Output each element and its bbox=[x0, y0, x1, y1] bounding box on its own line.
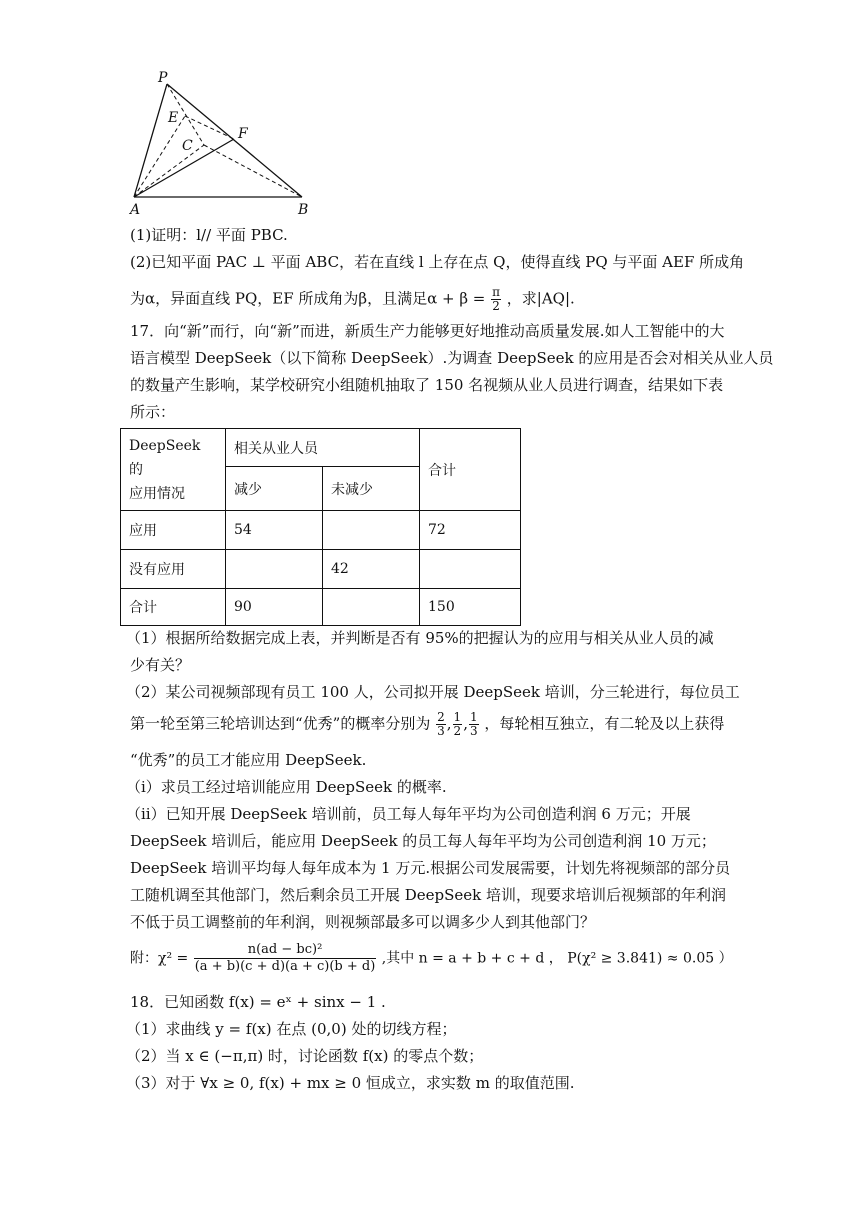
cell-total bbox=[420, 550, 521, 589]
q17-sub-ii-2: DeepSeek 培训后，能应用 DeepSeek 的员工每人每年平均为公司创造利润 10 万元； bbox=[130, 832, 716, 850]
label-B: B bbox=[298, 202, 309, 218]
q16-frac-den: 2 bbox=[492, 299, 500, 313]
prob-frac-2 bbox=[453, 711, 463, 738]
label-E: E bbox=[168, 110, 179, 126]
cell-no-decrease: 42 bbox=[323, 550, 420, 589]
edge-AE bbox=[134, 116, 185, 197]
q17-p2-line3: “优秀”的员工才能应用 DeepSeek. bbox=[130, 751, 367, 769]
q17-intro-3: 的数量产生影响，某学校研究小组随机抽取了 150 名视频从业人员进行调查，结果如下表 bbox=[130, 376, 724, 394]
q16-part2-end: ，求|AQ|. bbox=[506, 289, 575, 308]
geometry-figure bbox=[120, 68, 320, 218]
q17-intro-1: 17．向“新”而行，向“新”而进，新质生产力能够更好地推动高质量发展.如人工智能中的大 bbox=[130, 322, 725, 340]
chi-square-num: n(ad − bc)² bbox=[194, 942, 377, 959]
q17-p2-pre: 第一轮至第三轮培训达到“优秀”的概率分别为 bbox=[130, 714, 431, 733]
prob-frac-2-den: 2 bbox=[453, 724, 462, 738]
group-header: 相关从业人员 bbox=[226, 429, 420, 467]
q16-part2-line2 bbox=[130, 286, 575, 313]
table-row bbox=[121, 589, 521, 626]
q17-sub-i: （ⅰ）求员工经过培训能应用 DeepSeek 的概率. bbox=[126, 778, 447, 796]
corner-line-2: 应用情况 bbox=[129, 485, 185, 502]
label-A: A bbox=[130, 202, 141, 218]
edge-CB bbox=[204, 145, 302, 197]
prob-frac-3 bbox=[469, 711, 479, 738]
q17-p2-post: ，每轮相互独立，有二轮及以上获得 bbox=[484, 714, 725, 733]
row-label: 合计 bbox=[121, 589, 226, 626]
q17-sub-ii-1: （ⅱ）已知开展 DeepSeek 培训前，员工每人每年平均为公司创造利润 6 万元；开展 bbox=[126, 805, 691, 823]
col-header-no-decrease: 未减少 bbox=[323, 467, 420, 511]
q17-sub-ii-5: 不低于员工调整前的年利润，则视频部最多可以调多少人到其他部门？ bbox=[130, 913, 596, 931]
q16-part1: (1)证明：l// 平面 PBC. bbox=[130, 226, 288, 244]
table-corner bbox=[121, 429, 226, 511]
cell-decrease: 90 bbox=[226, 589, 323, 626]
table-row bbox=[121, 550, 521, 589]
row-label: 应用 bbox=[121, 511, 226, 550]
cell-decrease: 54 bbox=[226, 511, 323, 550]
q17-p2-line2: 第一轮至第三轮培训达到“优秀”的概率分别为 $\frac{2}{3}$ , $\frac{1}{2}$ , $\frac{1}{3}$ ，每轮相互独立，有二轮及以上获得 bbox=[130, 710, 725, 738]
q16-part2-text: 为α，异面直线 PQ，EF 所成角为β，且满足α + β = bbox=[130, 289, 486, 308]
cell-total: 150 bbox=[420, 589, 521, 626]
q17-sub-ii-4: 工随机调至其他部门，然后剩余员工开展 DeepSeek 培训，现要求培训后视频部的年利润 bbox=[130, 886, 727, 904]
q17-intro-4: 所示： bbox=[130, 403, 176, 421]
q17-p2-line1: （2）某公司视频部现有员工 100 人，公司拟开展 DeepSeek 培训，分三轮进行，每位员工 bbox=[126, 683, 740, 701]
q18-part3: （3）对于 ∀x ≥ 0, f(x) + mx ≥ 0 恒成立，求实数 m 的取值范围. bbox=[126, 1074, 575, 1092]
corner-line-1: DeepSeek 的 bbox=[129, 437, 201, 478]
chi-square-fraction bbox=[194, 942, 377, 975]
q18-part1: （1）求曲线 y = f(x) 在点 (0,0) 处的切线方程； bbox=[126, 1020, 457, 1038]
chi-square-den: (a + b)(c + d)(a + c)(b + d) bbox=[194, 959, 376, 974]
col-header-decrease: 减少 bbox=[226, 467, 323, 511]
q16-frac-num: π bbox=[492, 285, 501, 299]
label-F: F bbox=[238, 126, 248, 142]
cell-no-decrease bbox=[323, 511, 420, 550]
prob-frac-3-num: 1 bbox=[469, 710, 478, 724]
q18-title: 18．已知函数 f(x) = eˣ + sinx − 1 . bbox=[130, 993, 386, 1011]
contingency-table bbox=[120, 428, 521, 626]
total-header: 合计 bbox=[420, 429, 521, 511]
q17-p1-line1: （1）根据所给数据完成上表，并判断是否有 95%的把握认为的应用与相关从业人员的减 bbox=[126, 629, 714, 647]
label-C: C bbox=[182, 138, 193, 154]
q17-p1-line2: 少有关？ bbox=[130, 656, 191, 674]
prob-frac-2-num: 1 bbox=[453, 710, 462, 724]
row-label: 没有应用 bbox=[121, 550, 226, 589]
edge-AC bbox=[134, 145, 204, 197]
q17-sub-ii-3: DeepSeek 培训平均每人每年成本为 1 万元.根据公司发展需要，计划先将视频部的部分员 bbox=[130, 859, 731, 877]
appendix-post: ,其中 n = a + b + c + d ， P(χ² ≥ 3.841) ≈ 0.05 ） bbox=[381, 950, 733, 967]
q17-intro-2: 语言模型 DeepSeek（以下简称 DeepSeek）.为调查 DeepSeek 的应用是否会对相关从业人员 bbox=[130, 349, 774, 367]
prob-frac-1-den: 3 bbox=[437, 724, 445, 738]
prob-frac-3-den: 3 bbox=[469, 724, 478, 738]
appendix-formula bbox=[130, 942, 733, 975]
prob-frac-1-num: 2 bbox=[437, 710, 445, 724]
cell-no-decrease bbox=[323, 589, 420, 626]
q18-part2: （2）当 x ∈ (−π,π) 时，讨论函数 f(x) 的零点个数； bbox=[126, 1047, 484, 1065]
table-row bbox=[121, 511, 521, 550]
cell-decrease bbox=[226, 550, 323, 589]
label-P: P bbox=[158, 70, 168, 86]
cell-total: 72 bbox=[420, 511, 521, 550]
q16-fraction bbox=[491, 286, 501, 313]
q16-part2-line1: (2)已知平面 PAC ⊥ 平面 ABC，若在直线 l 上存在点 Q，使得直线 PQ 与平面 AEF 所成角 bbox=[130, 253, 745, 271]
appendix-pre: 附：χ² = bbox=[130, 950, 189, 967]
prob-frac-1 bbox=[436, 711, 446, 738]
